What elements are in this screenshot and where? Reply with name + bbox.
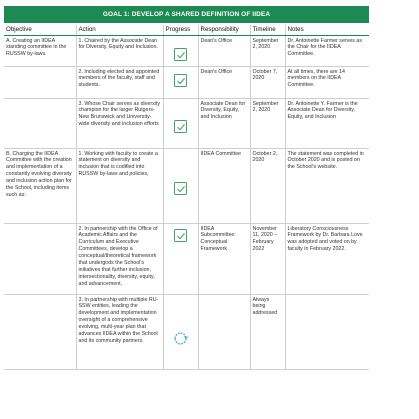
- table-row: [4, 36, 369, 67]
- col-timeline: Timeline: [250, 25, 285, 36]
- progress-cell: [163, 36, 198, 67]
- col-notes: Notes: [285, 25, 369, 36]
- action-cell: 2. Including elected and appointed members of the faculty, staff and students.: [76, 67, 163, 99]
- col-progress: Progress: [163, 25, 198, 36]
- objective-cell: [4, 295, 76, 370]
- notes-cell: Dr. Antoinette Farmer serves as the Chair for the IIDEA Committee.: [285, 36, 369, 67]
- timeline-cell: September 2, 2020: [250, 99, 285, 149]
- action-cell: 2. In partnership with the Office of Academic Affairs and the Curriculum and Executive Committees, develop a conceptual/theoretical framework that undergirds the School's initiatives that further inclusion, intersectionality, diversity, equity, and advancement,: [76, 224, 163, 295]
- objective-cell: A. Creating an IIDEA standing committee in the RUSSW by-laws.: [4, 36, 76, 67]
- goal-title: GOAL 1: DEVELOP A SHARED DEFINITION OF IIDEA: [4, 6, 369, 23]
- notes-cell: Liberatory Consciousness Framework by Dr. Barbara Love was adopted and voted on by faculty in February 2022.: [285, 224, 369, 295]
- responsibility-cell: Dean's Office: [198, 67, 250, 99]
- responsibility-cell: IIDEA Committee: [198, 149, 250, 224]
- action-cell: 1. Working with faculty to create a statement on diversity and inclusion that is codified into RUSSW by-laws and policies,: [76, 149, 163, 224]
- check-icon: [174, 120, 187, 133]
- timeline-cell: September 2, 2020: [250, 36, 285, 67]
- responsibility-cell: IIDEA Subcommittee: Conceptual Framework: [198, 224, 250, 295]
- goal-table: [4, 25, 369, 370]
- responsibility-cell: Associate Dean for Diversity, Equity, and Inclusion: [198, 99, 250, 149]
- table-row: [4, 99, 369, 149]
- action-cell: 1. Chaired by the Associate Dean for Diversity, Equity and Inclusion.: [76, 36, 163, 67]
- notes-cell: At all times, there are 14 members on the IIDEA Committee.: [285, 67, 369, 99]
- progress-cell: [163, 99, 198, 149]
- col-action: Action: [76, 25, 163, 36]
- responsibility-cell: [198, 295, 250, 370]
- timeline-cell: Always being addressed: [250, 295, 285, 370]
- table-row: [4, 224, 369, 295]
- notes-cell: The statement was completed in October 2020 and is posted on the School's website.: [285, 149, 369, 224]
- table-row: [4, 149, 369, 224]
- progress-cell: [163, 224, 198, 295]
- timeline-cell: October 2, 2020: [250, 149, 285, 224]
- action-cell: 3. In partnership with multiple RU-SSW entities, leading the development and implementation oversight of a comprehensive evolving, multi-year plan that advances IIDEA within the School and its community partners.: [76, 295, 163, 370]
- notes-cell: [285, 295, 369, 370]
- objective-cell: [4, 99, 76, 149]
- responsibility-cell: Dean's Office: [198, 36, 250, 67]
- check-icon: [174, 182, 187, 195]
- check-icon: [174, 48, 187, 61]
- objective-cell: [4, 67, 76, 99]
- header-row: [4, 25, 369, 36]
- progress-cell: [163, 149, 198, 224]
- cycle-icon: [173, 331, 188, 349]
- col-responsibility: Responsibility: [198, 25, 250, 36]
- notes-cell: Dr. Antoinette Y. Farmer is the Associate Dean for Diversity, Equity, and Inclusion: [285, 99, 369, 149]
- col-objective: Objective: [4, 25, 76, 36]
- action-cell: 3. Whose Chair serves as diversity champion for the larger Rutgers-New Brunswick and University-wide diversity and inclusion efforts: [76, 99, 163, 149]
- timeline-cell: October 7, 2020: [250, 67, 285, 99]
- objective-cell: B. Charging the IIDEA Committee with the creation and implementation of a constantly evolving diversity and inclusion action plan for the School, including items such as:: [4, 149, 76, 224]
- table-row: [4, 295, 369, 370]
- table-row: [4, 67, 369, 99]
- progress-cell: [163, 67, 198, 99]
- timeline-cell: November 11, 2020 – February 2022: [250, 224, 285, 295]
- progress-cell: [163, 295, 198, 370]
- check-icon: [174, 229, 187, 242]
- objective-cell: [4, 224, 76, 295]
- check-icon: [174, 74, 187, 87]
